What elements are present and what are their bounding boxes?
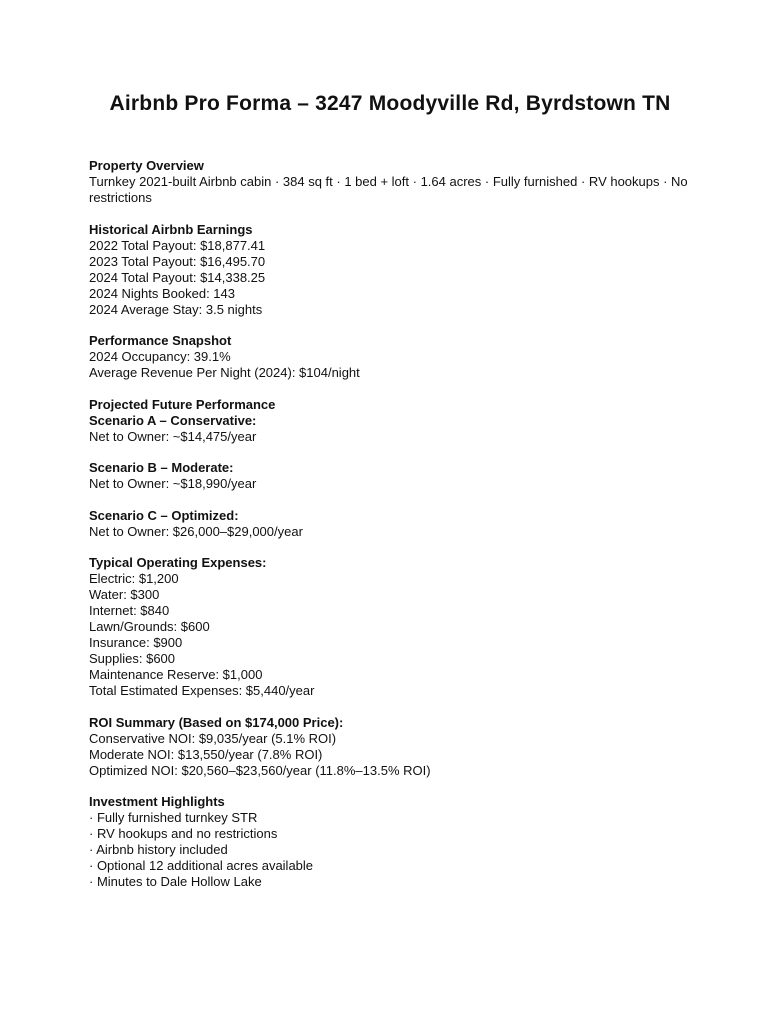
text-line: Lawn/Grounds: $600 — [89, 619, 210, 634]
section-scenario-b — [89, 460, 691, 492]
section-performance-snapshot — [89, 333, 691, 381]
text-line: Water: $300 — [89, 587, 160, 602]
text-line: 2022 Total Payout: $18,877.41 — [89, 237, 266, 253]
text-line: Net to Owner: ~$14,475/year — [89, 428, 257, 444]
text-line: Net to Owner: $26,000–$29,000/year — [89, 523, 303, 539]
text-line: 2024 Nights Booked: 143 — [89, 285, 235, 301]
section-heading: Projected Future Performance — [89, 396, 276, 412]
section-historical-earnings — [89, 222, 691, 318]
section-heading: Property Overview — [89, 158, 204, 173]
text-line: Internet: $840 — [89, 603, 170, 618]
section-property-overview — [89, 158, 691, 206]
text-line: Conservative NOI: $9,035/year (5.1% ROI) — [89, 730, 337, 746]
section-heading: Scenario B – Moderate: — [89, 460, 234, 475]
section-roi-summary — [89, 715, 691, 779]
section-subheading: Scenario A – Conservative: — [89, 412, 257, 428]
text-line: Maintenance Reserve: $1,000 — [89, 667, 263, 682]
bullet-line: · Optional 12 additional acres available — [89, 858, 314, 873]
section-scenario-c — [89, 508, 691, 540]
section-heading: Typical Operating Expenses: — [89, 555, 267, 570]
text-line: 2024 Occupancy: 39.1% — [89, 349, 231, 364]
bullet-line: · Fully furnished turnkey STR — [89, 810, 258, 825]
text-line: Average Revenue Per Night (2024): $104/night — [89, 365, 360, 380]
text-line: 2023 Total Payout: $16,495.70 — [89, 253, 266, 269]
text-line: Electric: $1,200 — [89, 571, 179, 586]
text-line: Insurance: $900 — [89, 635, 183, 650]
text-line: Moderate NOI: $13,550/year (7.8% ROI) — [89, 746, 323, 762]
text-line: Supplies: $600 — [89, 651, 176, 666]
text-line: 2024 Average Stay: 3.5 nights — [89, 301, 263, 317]
text-line: 2024 Total Payout: $14,338.25 — [89, 269, 266, 285]
section-projected-performance — [89, 397, 691, 445]
text-line: Net to Owner: ~$18,990/year — [89, 476, 257, 491]
document-title: Airbnb Pro Forma – 3247 Moodyville Rd, Byrdstown TN — [109, 92, 671, 115]
bullet-line: · Minutes to Dale Hollow Lake — [89, 874, 262, 889]
section-heading: ROI Summary (Based on $174,000 Price): — [89, 714, 344, 730]
text-line: Total Estimated Expenses: $5,440/year — [89, 683, 315, 698]
bullet-line: · RV hookups and no restrictions — [89, 826, 278, 841]
text-line: Turnkey 2021-built Airbnb cabin · 384 sq ft · 1 bed + loft · 1.64 acres · Fully furnished · RV hookups · No restrictions — [89, 174, 688, 205]
section-heading: Historical Airbnb Earnings — [89, 221, 253, 237]
section-heading: Scenario C – Optimized: — [89, 507, 239, 523]
section-heading: Performance Snapshot — [89, 333, 232, 348]
section-operating-expenses — [89, 555, 691, 699]
section-investment-highlights — [89, 794, 691, 890]
section-heading: Investment Highlights — [89, 794, 225, 809]
text-line: Optimized NOI: $20,560–$23,560/year (11.8%–13.5% ROI) — [89, 762, 431, 778]
bullet-line: · Airbnb history included — [89, 842, 228, 857]
